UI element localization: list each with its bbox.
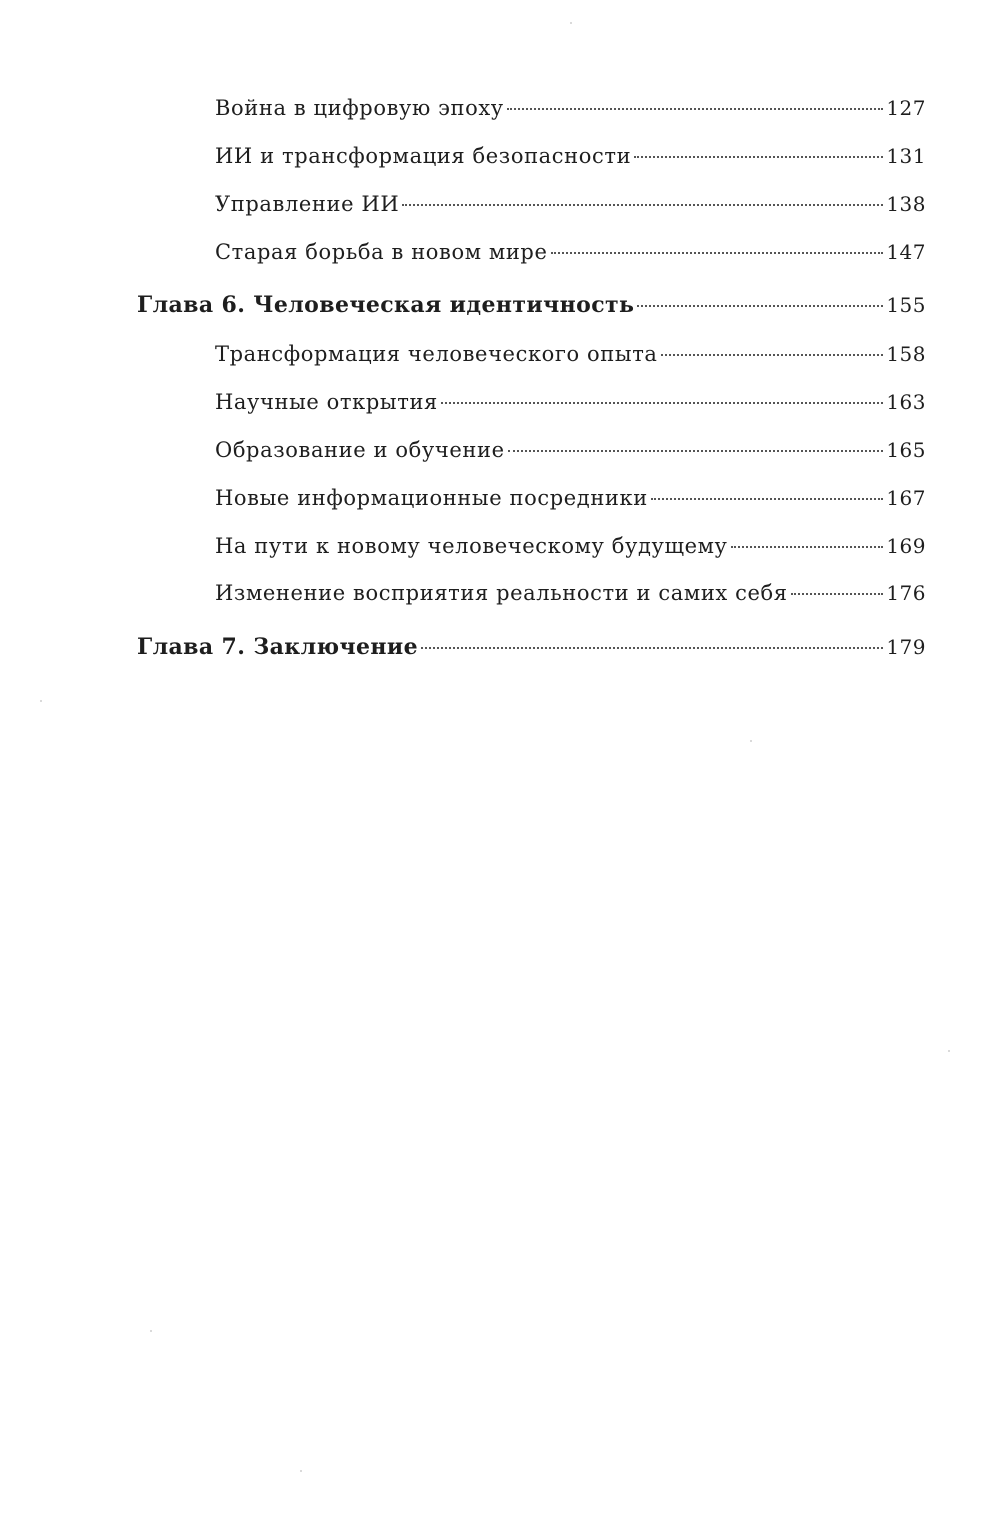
toc-entry-page: 127 (886, 96, 926, 120)
toc-entry[interactable] (215, 96, 926, 120)
toc-entry[interactable] (215, 342, 926, 366)
toc-leader-dots (791, 593, 884, 595)
paper-speck (150, 1330, 152, 1332)
toc-leader-dots (421, 647, 883, 649)
toc-entry-title: Научные открытия (215, 390, 438, 414)
toc-leader-dots (634, 156, 883, 158)
toc-entry-title: Трансформация человеческого опыта (215, 342, 658, 366)
paper-speck (750, 740, 752, 742)
toc-entry-page: 167 (886, 486, 926, 510)
toc-entry[interactable] (215, 192, 926, 216)
toc-leader-dots (731, 546, 884, 548)
toc-chapter-page: 155 (886, 293, 926, 317)
toc-entry-page: 138 (886, 192, 926, 216)
toc-entry-page: 131 (886, 144, 926, 168)
toc-entry-title: Образование и обучение (215, 438, 505, 462)
toc-entry-title: На пути к новому человеческому будущему (215, 534, 728, 558)
toc-entry-title: ИИ и трансформация безопасности (215, 144, 632, 168)
toc-entry-page: 165 (886, 438, 926, 462)
toc-leader-dots (651, 498, 883, 500)
toc-entry-page: 169 (886, 534, 926, 558)
toc-entry-page: 163 (886, 390, 926, 414)
toc-leader-dots (508, 450, 884, 452)
toc-entry-title: Изменение восприятия реальности и самих себя (215, 581, 788, 605)
toc-chapter-page: 179 (886, 635, 926, 659)
toc-entry-title: Старая борьба в новом мире (215, 240, 548, 264)
toc-leader-dots (551, 252, 884, 254)
toc-chapter-title: Глава 7. Заключение (137, 634, 418, 660)
toc-chapter-entry[interactable] (137, 634, 926, 660)
toc-leader-dots (441, 402, 883, 404)
toc-entry-title: Новые информационные посредники (215, 486, 648, 510)
toc-entry[interactable] (215, 240, 926, 264)
toc-entry-page: 176 (886, 581, 926, 605)
toc-leader-dots (661, 354, 884, 356)
paper-speck (570, 22, 572, 24)
toc-leader-dots (637, 305, 883, 307)
toc-entry[interactable] (215, 486, 926, 510)
toc-leader-dots (402, 204, 883, 206)
toc-chapter-title: Глава 6. Человеческая идентичность (137, 292, 635, 318)
toc-entry[interactable] (215, 144, 926, 168)
toc-entry[interactable] (215, 534, 926, 558)
paper-speck (300, 1470, 302, 1472)
toc-entry-page: 158 (886, 342, 926, 366)
toc-entry[interactable] (215, 438, 926, 462)
toc-entry-page: 147 (886, 240, 926, 264)
toc-entry[interactable] (215, 390, 926, 414)
toc-entry-title: Управление ИИ (215, 192, 400, 216)
toc-entry-title: Война в цифровую эпоху (215, 96, 504, 120)
paper-speck (40, 700, 42, 702)
toc-entry[interactable] (215, 581, 926, 605)
toc-leader-dots (507, 108, 884, 110)
paper-speck (948, 1050, 950, 1052)
toc-chapter-entry[interactable] (137, 292, 926, 318)
